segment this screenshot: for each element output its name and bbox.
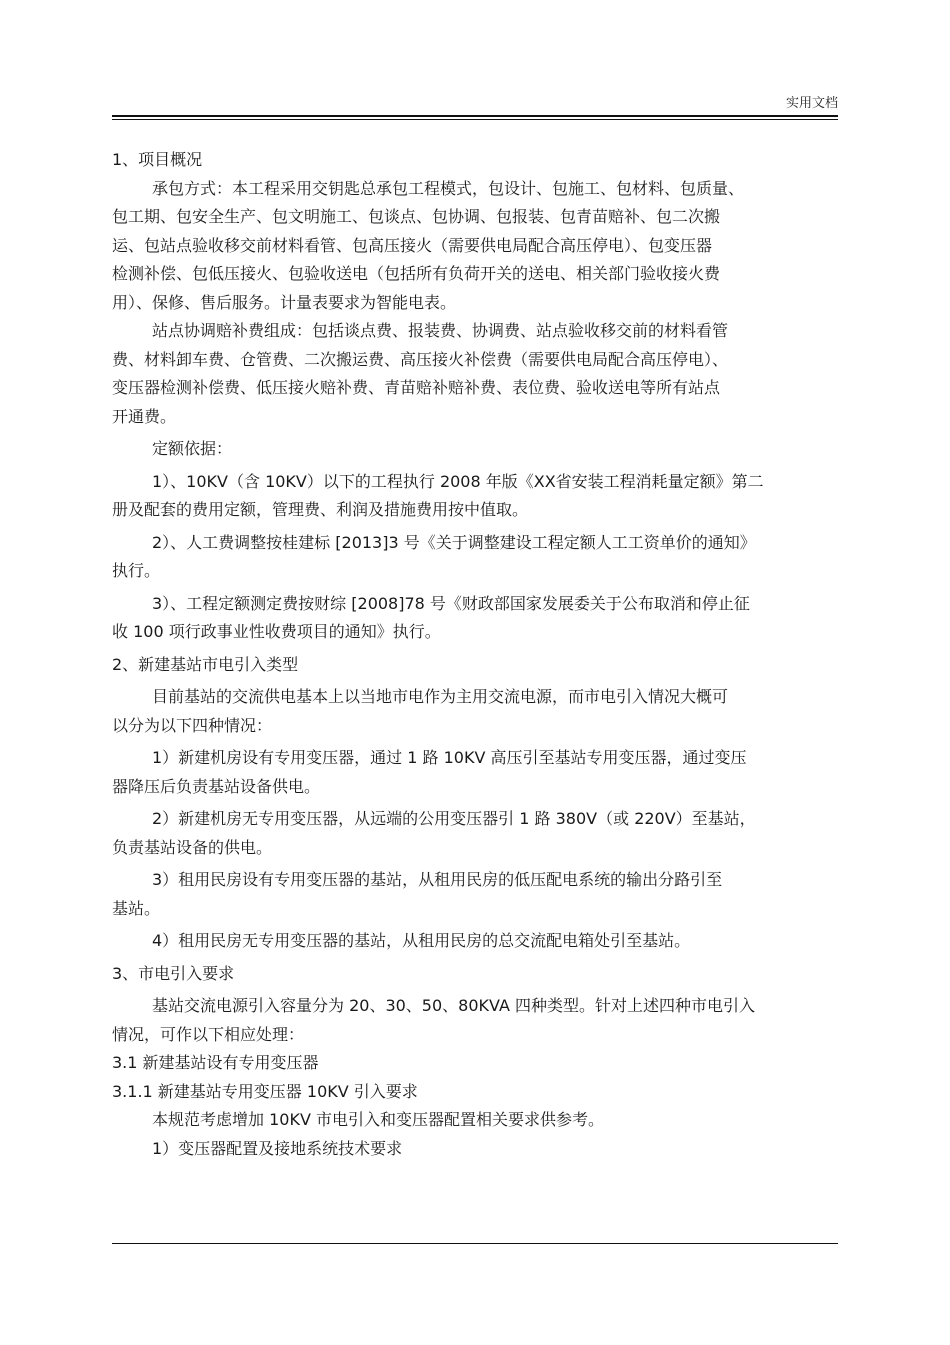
paragraph-line: 2）、人工费调整按桂建标 [2013]3 号《关于调整建设工程定额人工工资单价的通知》 xyxy=(152,532,756,552)
section-heading: 3、市电引入要求 xyxy=(112,963,235,983)
document-body xyxy=(112,146,838,1163)
paragraph-line: 费、材料卸车费、仓管费、二次搬运费、高压接火补偿费（需要供电局配合高压停电）、 xyxy=(112,349,729,369)
paragraph-line: 以分为以下四种情况： xyxy=(112,715,273,735)
paragraph-line: 承包方式：本工程采用交钥匙总承包工程模式，包设计、包施工、包材料、包质量、 xyxy=(152,178,745,198)
subsection-heading: 3.1 新建基站设有专用变压器 xyxy=(112,1053,319,1072)
paragraph-line: 情况，可作以下相应处理： xyxy=(112,1024,305,1044)
footer-rule xyxy=(112,1243,838,1244)
paragraph-line: 1）、10KV（含 10KV）以下的工程执行 2008 年版《XX省安装工程消耗量定额》第二 xyxy=(152,471,764,491)
paragraph-line: 基站交流电源引入容量分为 20、30、50、80KVA 四种类型。针对上述四种市电引入 xyxy=(152,996,755,1015)
paragraph-line: 基站。 xyxy=(112,898,161,918)
paragraph-line: 包工期、包安全生产、包文明施工、包谈点、包协调、包报装、包青苗赔补、包二次搬 xyxy=(112,207,721,226)
paragraph-line: 收 100 项行政事业性收费项目的通知》执行。 xyxy=(112,622,441,641)
paragraph-line: 册及配套的费用定额，管理费、利润及措施费用按中值取。 xyxy=(112,500,529,519)
paragraph-line: 1）新建机房设有专用变压器，通过 1 路 10KV 高压引至基站专用变压器，通过变压 xyxy=(152,748,747,767)
page-header: 实用文档 xyxy=(785,96,838,111)
paragraph-line: 检测补偿、包低压接火、包验收送电（包括所有负荷开关的送电、相关部门验收接火费 xyxy=(112,264,721,283)
paragraph-line: 3）、工程定额测定费按财综 [2008]78 号《财政部国家发展委关于公布取消和停止征 xyxy=(152,593,750,613)
paragraph-line: 执行。 xyxy=(112,561,161,580)
header-rule-thin xyxy=(112,119,838,120)
paragraph-line: 4）租用民房无专用变压器的基站，从租用民房的总交流配电箱处引至基站。 xyxy=(152,931,691,950)
paragraph-line: 2）新建机房无专用变压器，从远端的公用变压器引 1 路 380V（或 220V）至基站， xyxy=(152,809,756,828)
paragraph-line: 变压器检测补偿费、低压接火赔补费、青苗赔补赔补费、表位费、验收送电等所有站点 xyxy=(112,378,721,397)
paragraph-line: 站点协调赔补费组成：包括谈点费、报装费、协调费、站点验收移交前的材料看管 xyxy=(152,321,729,340)
paragraph-line: 3）租用民房设有专用变压器的基站，从租用民房的低压配电系统的输出分路引至 xyxy=(152,870,723,889)
paragraph-line: 目前基站的交流供电基本上以当地市电作为主用交流电源，而市电引入情况大概可 xyxy=(152,687,729,706)
section-heading: 1、项目概况 xyxy=(112,150,203,169)
section-heading: 2、新建基站市电引入类型 xyxy=(112,654,299,674)
paragraph-line: 器降压后负责基站设备供电。 xyxy=(112,776,321,796)
paragraph-line: 开通费。 xyxy=(112,406,177,426)
header-rule xyxy=(112,115,838,117)
paragraph-line: 本规范考虑增加 10KV 市电引入和变压器配置相关要求供参考。 xyxy=(152,1110,604,1129)
paragraph-line: 1）变压器配置及接地系统技术要求 xyxy=(152,1138,403,1158)
paragraph-line: 用）、保修、售后服务。计量表要求为智能电表。 xyxy=(112,292,457,312)
paragraph-line: 运、包站点验收移交前材料看管、包高压接火（需要供电局配合高压停电）、包变压器 xyxy=(112,235,713,255)
paragraph-line: 负责基站设备的供电。 xyxy=(112,837,273,857)
subsection-heading: 3.1.1 新建基站专用变压器 10KV 引入要求 xyxy=(112,1081,418,1101)
paragraph-line: 定额依据： xyxy=(152,439,233,458)
